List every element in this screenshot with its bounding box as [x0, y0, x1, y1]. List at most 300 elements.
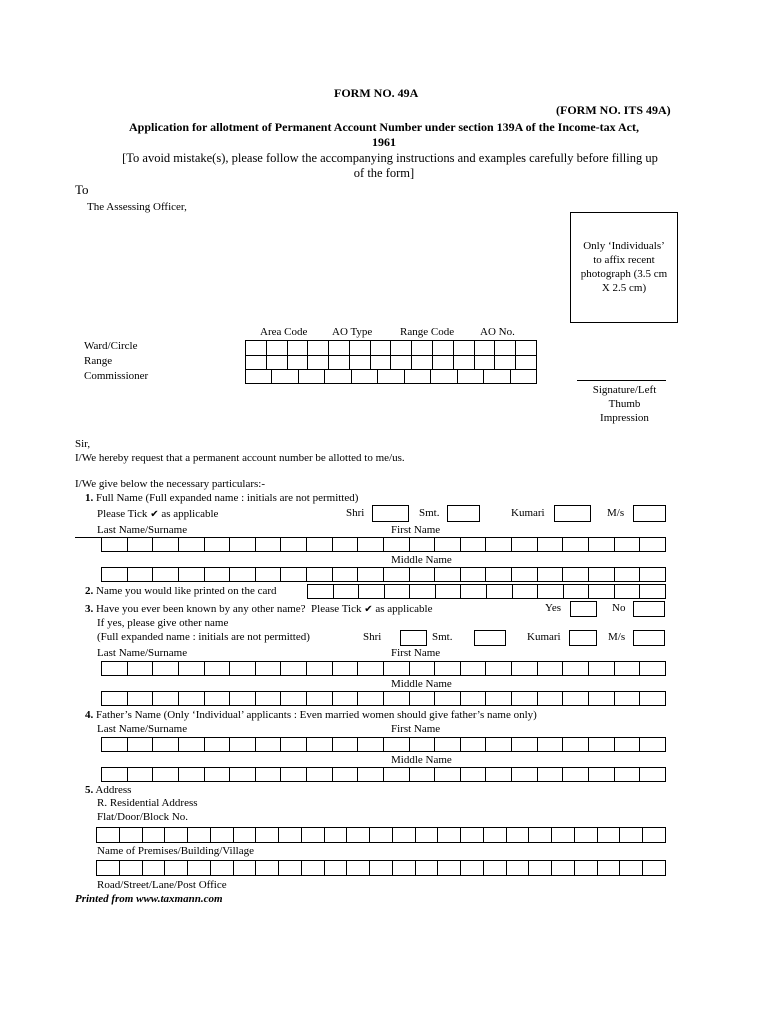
- grid-cell[interactable]: [485, 691, 512, 706]
- section2-label: Name you would like printed on the card: [96, 585, 277, 597]
- grid-cell[interactable]: [307, 340, 329, 356]
- smt-label-1: Smt.: [419, 507, 440, 519]
- grid-cell[interactable]: [409, 584, 436, 599]
- no-label: No: [612, 602, 626, 614]
- grid-cell[interactable]: [409, 767, 436, 782]
- grid-cell[interactable]: [229, 767, 256, 782]
- grid-cell[interactable]: [245, 369, 272, 384]
- grid-cell[interactable]: [588, 661, 615, 676]
- grid-cell[interactable]: [383, 661, 410, 676]
- grid-cell[interactable]: [351, 369, 378, 384]
- grid-cell[interactable]: [639, 584, 666, 599]
- grid-cell[interactable]: [588, 691, 615, 706]
- section5-number: 5.: [85, 784, 94, 796]
- grid-cell[interactable]: [266, 340, 288, 356]
- smt-checkbox-3[interactable]: [474, 630, 506, 646]
- grid-cell[interactable]: [178, 661, 205, 676]
- grid-cell[interactable]: [460, 537, 487, 552]
- grid-cell[interactable]: [434, 537, 461, 552]
- grid-cell[interactable]: [229, 537, 256, 552]
- grid-cell[interactable]: [460, 567, 487, 582]
- grid-cell[interactable]: [537, 584, 564, 599]
- ao-code-grid-row3[interactable]: [245, 369, 537, 384]
- grid-cell[interactable]: [392, 860, 416, 876]
- grid-cell[interactable]: [383, 767, 410, 782]
- grid-cell[interactable]: [332, 691, 359, 706]
- grid-cell[interactable]: [101, 567, 128, 582]
- grid-cell[interactable]: [301, 827, 325, 843]
- grid-cell[interactable]: [528, 860, 552, 876]
- grid-cell[interactable]: [619, 827, 643, 843]
- range-code-label: Range Code: [400, 326, 455, 338]
- grid-cell[interactable]: [384, 584, 411, 599]
- section1-number: 1.: [85, 492, 94, 504]
- grid-cell[interactable]: [96, 827, 120, 843]
- grid-cell[interactable]: [614, 691, 641, 706]
- grid-cell[interactable]: [187, 860, 211, 876]
- grid-cell[interactable]: [460, 737, 487, 752]
- grid-cell[interactable]: [101, 537, 128, 552]
- grid-cell[interactable]: [358, 584, 385, 599]
- grid-cell[interactable]: [101, 737, 128, 752]
- full-name-grid[interactable]: [101, 537, 666, 552]
- grid-cell[interactable]: [460, 827, 484, 843]
- grid-cell[interactable]: [494, 340, 516, 356]
- grid-cell[interactable]: [411, 340, 433, 356]
- grid-cell[interactable]: [562, 767, 589, 782]
- yes-checkbox[interactable]: [570, 601, 597, 617]
- ao-code-grid-row2[interactable]: [245, 355, 537, 370]
- signature-label-3: Impression: [600, 412, 649, 424]
- grid-cell[interactable]: [255, 691, 282, 706]
- middle-name-label-1: Middle Name: [391, 554, 452, 566]
- grid-cell[interactable]: [349, 340, 371, 356]
- photo-text-2: to affix recent: [593, 254, 655, 266]
- grid-cell[interactable]: [357, 567, 384, 582]
- grid-cell[interactable]: [119, 827, 143, 843]
- grid-cell[interactable]: [298, 369, 325, 384]
- grid-cell[interactable]: [164, 860, 188, 876]
- grid-cell[interactable]: [287, 355, 309, 370]
- grid-cell[interactable]: [229, 567, 256, 582]
- grid-cell[interactable]: [434, 737, 461, 752]
- grid-cell[interactable]: [127, 691, 154, 706]
- grid-cell[interactable]: [453, 355, 475, 370]
- grid-cell[interactable]: [588, 537, 615, 552]
- grid-cell[interactable]: [460, 767, 487, 782]
- grid-cell[interactable]: [494, 355, 516, 370]
- grid-cell[interactable]: [614, 767, 641, 782]
- section3-number: 3.: [85, 603, 94, 615]
- grid-cell[interactable]: [306, 691, 333, 706]
- grid-cell[interactable]: [614, 737, 641, 752]
- grid-cell[interactable]: [333, 584, 360, 599]
- grid-cell[interactable]: [457, 369, 484, 384]
- grid-cell[interactable]: [639, 661, 666, 676]
- premises-label: Name of Premises/Building/Village: [97, 845, 254, 857]
- grid-cell[interactable]: [280, 737, 307, 752]
- grid-cell[interactable]: [485, 661, 512, 676]
- grid-cell[interactable]: [511, 661, 538, 676]
- grid-cell[interactable]: [245, 340, 267, 356]
- grid-cell[interactable]: [483, 369, 510, 384]
- grid-cell[interactable]: [357, 737, 384, 752]
- grid-cell[interactable]: [485, 537, 512, 552]
- grid-cell[interactable]: [229, 737, 256, 752]
- grid-cell[interactable]: [511, 767, 538, 782]
- grid-cell[interactable]: [434, 767, 461, 782]
- grid-cell[interactable]: [178, 767, 205, 782]
- grid-cell[interactable]: [383, 537, 410, 552]
- salutation: Sir,: [75, 438, 91, 450]
- kumari-checkbox-1[interactable]: [554, 505, 591, 522]
- grid-cell[interactable]: [460, 860, 484, 876]
- grid-cell[interactable]: [127, 661, 154, 676]
- grid-cell[interactable]: [392, 827, 416, 843]
- grid-cell[interactable]: [152, 691, 179, 706]
- grid-cell[interactable]: [588, 767, 615, 782]
- grid-cell[interactable]: [597, 860, 621, 876]
- card-name-grid[interactable]: [307, 584, 666, 599]
- grid-cell[interactable]: [324, 827, 348, 843]
- grid-cell[interactable]: [370, 355, 392, 370]
- grid-cell[interactable]: [255, 661, 282, 676]
- grid-cell[interactable]: [639, 767, 666, 782]
- grid-cell[interactable]: [152, 661, 179, 676]
- grid-cell[interactable]: [96, 860, 120, 876]
- grid-cell[interactable]: [537, 767, 564, 782]
- grid-cell[interactable]: [460, 584, 487, 599]
- grid-cell[interactable]: [280, 691, 307, 706]
- grid-cell[interactable]: [324, 860, 348, 876]
- photo-text-1: Only ‘Individuals’: [583, 240, 665, 252]
- grid-cell[interactable]: [562, 737, 589, 752]
- grid-cell[interactable]: [383, 691, 410, 706]
- father-middle-name-grid[interactable]: [101, 767, 666, 782]
- grid-cell[interactable]: [415, 827, 439, 843]
- grid-cell[interactable]: [537, 567, 564, 582]
- grid-cell[interactable]: [369, 827, 393, 843]
- grid-cell[interactable]: [563, 584, 590, 599]
- grid-cell[interactable]: [434, 661, 461, 676]
- grid-cell[interactable]: [357, 661, 384, 676]
- smt-checkbox-1[interactable]: [447, 505, 480, 522]
- grid-cell[interactable]: [485, 767, 512, 782]
- grid-cell[interactable]: [437, 860, 461, 876]
- grid-cell[interactable]: [562, 567, 589, 582]
- grid-cell[interactable]: [551, 860, 575, 876]
- grid-cell[interactable]: [483, 827, 507, 843]
- grid-cell[interactable]: [409, 737, 436, 752]
- grid-cell[interactable]: [332, 661, 359, 676]
- grid-cell[interactable]: [332, 737, 359, 752]
- grid-cell[interactable]: [390, 355, 412, 370]
- grid-cell[interactable]: [411, 355, 433, 370]
- grid-cell[interactable]: [266, 355, 288, 370]
- grid-cell[interactable]: [306, 567, 333, 582]
- grid-cell[interactable]: [204, 737, 231, 752]
- grid-cell[interactable]: [639, 737, 666, 752]
- grid-cell[interactable]: [332, 567, 359, 582]
- first-name-label-1: First Name: [391, 524, 441, 536]
- middle-name-label-3: Middle Name: [391, 678, 452, 690]
- grid-cell[interactable]: [178, 691, 205, 706]
- grid-cell[interactable]: [390, 340, 412, 356]
- grid-cell[interactable]: [614, 661, 641, 676]
- grid-cell[interactable]: [515, 340, 537, 356]
- grid-cell[interactable]: [370, 340, 392, 356]
- grid-cell[interactable]: [255, 737, 282, 752]
- grid-cell[interactable]: [178, 567, 205, 582]
- grid-cell[interactable]: [588, 584, 615, 599]
- grid-cell[interactable]: [127, 567, 154, 582]
- ms-label-3: M/s: [608, 631, 626, 643]
- grid-cell[interactable]: [619, 860, 643, 876]
- grid-cell[interactable]: [434, 567, 461, 582]
- grid-cell[interactable]: [210, 860, 234, 876]
- form-instruction-cont: of the form]: [353, 166, 415, 180]
- grid-cell[interactable]: [245, 355, 267, 370]
- form-title: Application for allotment of Permanent Account Number under section 139A of the Income-tax Act,: [129, 120, 639, 134]
- grid-cell[interactable]: [255, 767, 282, 782]
- grid-cell[interactable]: [101, 661, 128, 676]
- grid-cell[interactable]: [332, 537, 359, 552]
- grid-cell[interactable]: [152, 767, 179, 782]
- grid-cell[interactable]: [562, 691, 589, 706]
- grid-cell[interactable]: [453, 340, 475, 356]
- grid-cell[interactable]: [551, 827, 575, 843]
- grid-cell[interactable]: [101, 767, 128, 782]
- grid-cell[interactable]: [142, 827, 166, 843]
- grid-cell[interactable]: [485, 567, 512, 582]
- grid-cell[interactable]: [537, 691, 564, 706]
- grid-cell[interactable]: [271, 369, 298, 384]
- other-name-grid[interactable]: [101, 661, 666, 676]
- grid-cell[interactable]: [127, 537, 154, 552]
- grid-cell[interactable]: [204, 567, 231, 582]
- checkmark-icon: ✔: [150, 509, 159, 520]
- grid-cell[interactable]: [210, 827, 234, 843]
- grid-cell[interactable]: [537, 537, 564, 552]
- section4-label: Father’s Name (Only ‘Individual’ applicants : Even married women should give father’s name only): [96, 709, 537, 721]
- grid-cell[interactable]: [639, 537, 666, 552]
- grid-cell[interactable]: [306, 661, 333, 676]
- grid-cell[interactable]: [383, 567, 410, 582]
- grid-cell[interactable]: [152, 737, 179, 752]
- ao-type-label: AO Type: [332, 326, 373, 338]
- grid-cell[interactable]: [486, 584, 513, 599]
- grid-cell[interactable]: [287, 340, 309, 356]
- grid-cell[interactable]: [409, 567, 436, 582]
- middle-name-grid-1[interactable]: [101, 567, 666, 582]
- grid-cell[interactable]: [255, 827, 279, 843]
- grid-cell[interactable]: [512, 584, 539, 599]
- section3-label: Have you ever been known by any other name?: [96, 603, 306, 615]
- grid-cell[interactable]: [528, 827, 552, 843]
- grid-cell[interactable]: [409, 537, 436, 552]
- to-label: To: [75, 182, 89, 197]
- grid-cell[interactable]: [307, 584, 334, 599]
- grid-cell[interactable]: [574, 860, 598, 876]
- form-instruction: [To avoid mistake(s), please follow the accompanying instructions and examples carefully before filling up: [122, 151, 658, 165]
- grid-cell[interactable]: [460, 691, 487, 706]
- grid-cell[interactable]: [562, 661, 589, 676]
- commissioner-label: Commissioner: [84, 370, 149, 382]
- grid-cell[interactable]: [588, 567, 615, 582]
- shri-checkbox-1[interactable]: [372, 505, 409, 522]
- grid-cell[interactable]: [187, 827, 211, 843]
- grid-cell[interactable]: [233, 827, 257, 843]
- grid-cell[interactable]: [127, 767, 154, 782]
- grid-cell[interactable]: [204, 537, 231, 552]
- grid-cell[interactable]: [346, 860, 370, 876]
- grid-cell[interactable]: [537, 661, 564, 676]
- grid-cell[interactable]: [306, 537, 333, 552]
- grid-cell[interactable]: [639, 691, 666, 706]
- grid-cell[interactable]: [280, 661, 307, 676]
- range-label: Range: [84, 355, 113, 367]
- grid-cell[interactable]: [357, 767, 384, 782]
- please-tick-3: Please Tick: [311, 603, 362, 615]
- grid-cell[interactable]: [642, 860, 666, 876]
- grid-cell[interactable]: [474, 340, 496, 356]
- grid-cell[interactable]: [229, 661, 256, 676]
- grid-cell[interactable]: [346, 827, 370, 843]
- grid-cell[interactable]: [328, 355, 350, 370]
- request-text: I/We hereby request that a permanent account number be allotted to me/us.: [75, 452, 405, 464]
- grid-cell[interactable]: [432, 340, 454, 356]
- grid-cell[interactable]: [178, 537, 205, 552]
- last-name-label-4: Last Name/Surname: [97, 723, 188, 735]
- grid-cell[interactable]: [119, 860, 143, 876]
- grid-cell[interactable]: [229, 691, 256, 706]
- grid-cell[interactable]: [349, 355, 371, 370]
- grid-cell[interactable]: [642, 827, 666, 843]
- grid-cell[interactable]: [460, 661, 487, 676]
- grid-cell[interactable]: [437, 827, 461, 843]
- grid-cell[interactable]: [409, 661, 436, 676]
- grid-cell[interactable]: [280, 767, 307, 782]
- grid-cell[interactable]: [357, 537, 384, 552]
- grid-cell[interactable]: [164, 827, 188, 843]
- grid-cell[interactable]: [614, 537, 641, 552]
- shri-checkbox-3[interactable]: [400, 630, 427, 646]
- grid-cell[interactable]: [328, 340, 350, 356]
- grid-cell[interactable]: [306, 767, 333, 782]
- grid-cell[interactable]: [434, 691, 461, 706]
- its-form-number: (FORM NO. ITS 49A): [556, 103, 671, 117]
- grid-cell[interactable]: [255, 567, 282, 582]
- grid-cell[interactable]: [537, 737, 564, 752]
- grid-cell[interactable]: [301, 860, 325, 876]
- printed-from-footer: Printed from www.taxmann.com: [75, 893, 223, 905]
- grid-cell[interactable]: [506, 860, 530, 876]
- grid-cell[interactable]: [483, 860, 507, 876]
- flat-label: Flat/Door/Block No.: [97, 811, 189, 823]
- grid-cell[interactable]: [430, 369, 457, 384]
- last-name-label-1: Last Name/Surname: [97, 524, 188, 536]
- kumari-checkbox-3[interactable]: [569, 630, 597, 646]
- grid-cell[interactable]: [432, 355, 454, 370]
- grid-cell[interactable]: [383, 737, 410, 752]
- name-rule: [75, 537, 103, 538]
- grid-cell[interactable]: [435, 584, 462, 599]
- full-expanded-text: (Full expanded name : initials are not permitted): [97, 631, 310, 643]
- ms-checkbox-1[interactable]: [633, 505, 666, 522]
- section5-label: Address: [95, 784, 132, 796]
- grid-cell[interactable]: [510, 369, 537, 384]
- grid-cell[interactable]: [307, 355, 329, 370]
- grid-cell[interactable]: [369, 860, 393, 876]
- grid-cell[interactable]: [506, 827, 530, 843]
- grid-cell[interactable]: [562, 537, 589, 552]
- grid-cell[interactable]: [280, 567, 307, 582]
- grid-cell[interactable]: [152, 567, 179, 582]
- grid-cell[interactable]: [404, 369, 431, 384]
- grid-cell[interactable]: [204, 661, 231, 676]
- grid-cell[interactable]: [101, 691, 128, 706]
- grid-cell[interactable]: [280, 537, 307, 552]
- flat-grid[interactable]: [96, 827, 666, 843]
- grid-cell[interactable]: [485, 737, 512, 752]
- grid-cell[interactable]: [324, 369, 351, 384]
- if-yes-text: If yes, please give other name: [97, 617, 229, 629]
- checkmark-icon: ✔: [364, 604, 373, 615]
- grid-cell[interactable]: [204, 767, 231, 782]
- grid-cell[interactable]: [306, 737, 333, 752]
- grid-cell[interactable]: [415, 860, 439, 876]
- grid-cell[interactable]: [255, 860, 279, 876]
- ao-code-grid-row1[interactable]: [245, 340, 537, 356]
- grid-cell[interactable]: [152, 537, 179, 552]
- grid-cell[interactable]: [278, 827, 302, 843]
- grid-cell[interactable]: [511, 537, 538, 552]
- grid-cell[interactable]: [614, 567, 641, 582]
- grid-cell[interactable]: [588, 737, 615, 752]
- premises-grid[interactable]: [96, 860, 666, 876]
- grid-cell[interactable]: [127, 737, 154, 752]
- section2-number: 2.: [85, 585, 94, 597]
- grid-cell[interactable]: [332, 767, 359, 782]
- grid-cell[interactable]: [357, 691, 384, 706]
- other-middle-name-grid[interactable]: [101, 691, 666, 706]
- grid-cell[interactable]: [597, 827, 621, 843]
- grid-cell[interactable]: [511, 691, 538, 706]
- ms-checkbox-3[interactable]: [633, 630, 665, 646]
- grid-cell[interactable]: [377, 369, 404, 384]
- grid-cell[interactable]: [204, 691, 231, 706]
- grid-cell[interactable]: [233, 860, 257, 876]
- grid-cell[interactable]: [574, 827, 598, 843]
- ward-circle-label: Ward/Circle: [84, 340, 138, 352]
- grid-cell[interactable]: [511, 737, 538, 752]
- grid-cell[interactable]: [409, 691, 436, 706]
- photo-box[interactable]: [570, 212, 678, 323]
- grid-cell[interactable]: [474, 355, 496, 370]
- grid-cell[interactable]: [142, 860, 166, 876]
- grid-cell[interactable]: [278, 860, 302, 876]
- grid-cell[interactable]: [614, 584, 641, 599]
- father-name-grid[interactable]: [101, 737, 666, 752]
- last-name-label-3: Last Name/Surname: [97, 647, 188, 659]
- section4-number: 4.: [85, 709, 94, 721]
- grid-cell[interactable]: [255, 537, 282, 552]
- grid-cell[interactable]: [515, 355, 537, 370]
- no-checkbox[interactable]: [633, 601, 665, 617]
- grid-cell[interactable]: [178, 737, 205, 752]
- grid-cell[interactable]: [511, 567, 538, 582]
- grid-cell[interactable]: [639, 567, 666, 582]
